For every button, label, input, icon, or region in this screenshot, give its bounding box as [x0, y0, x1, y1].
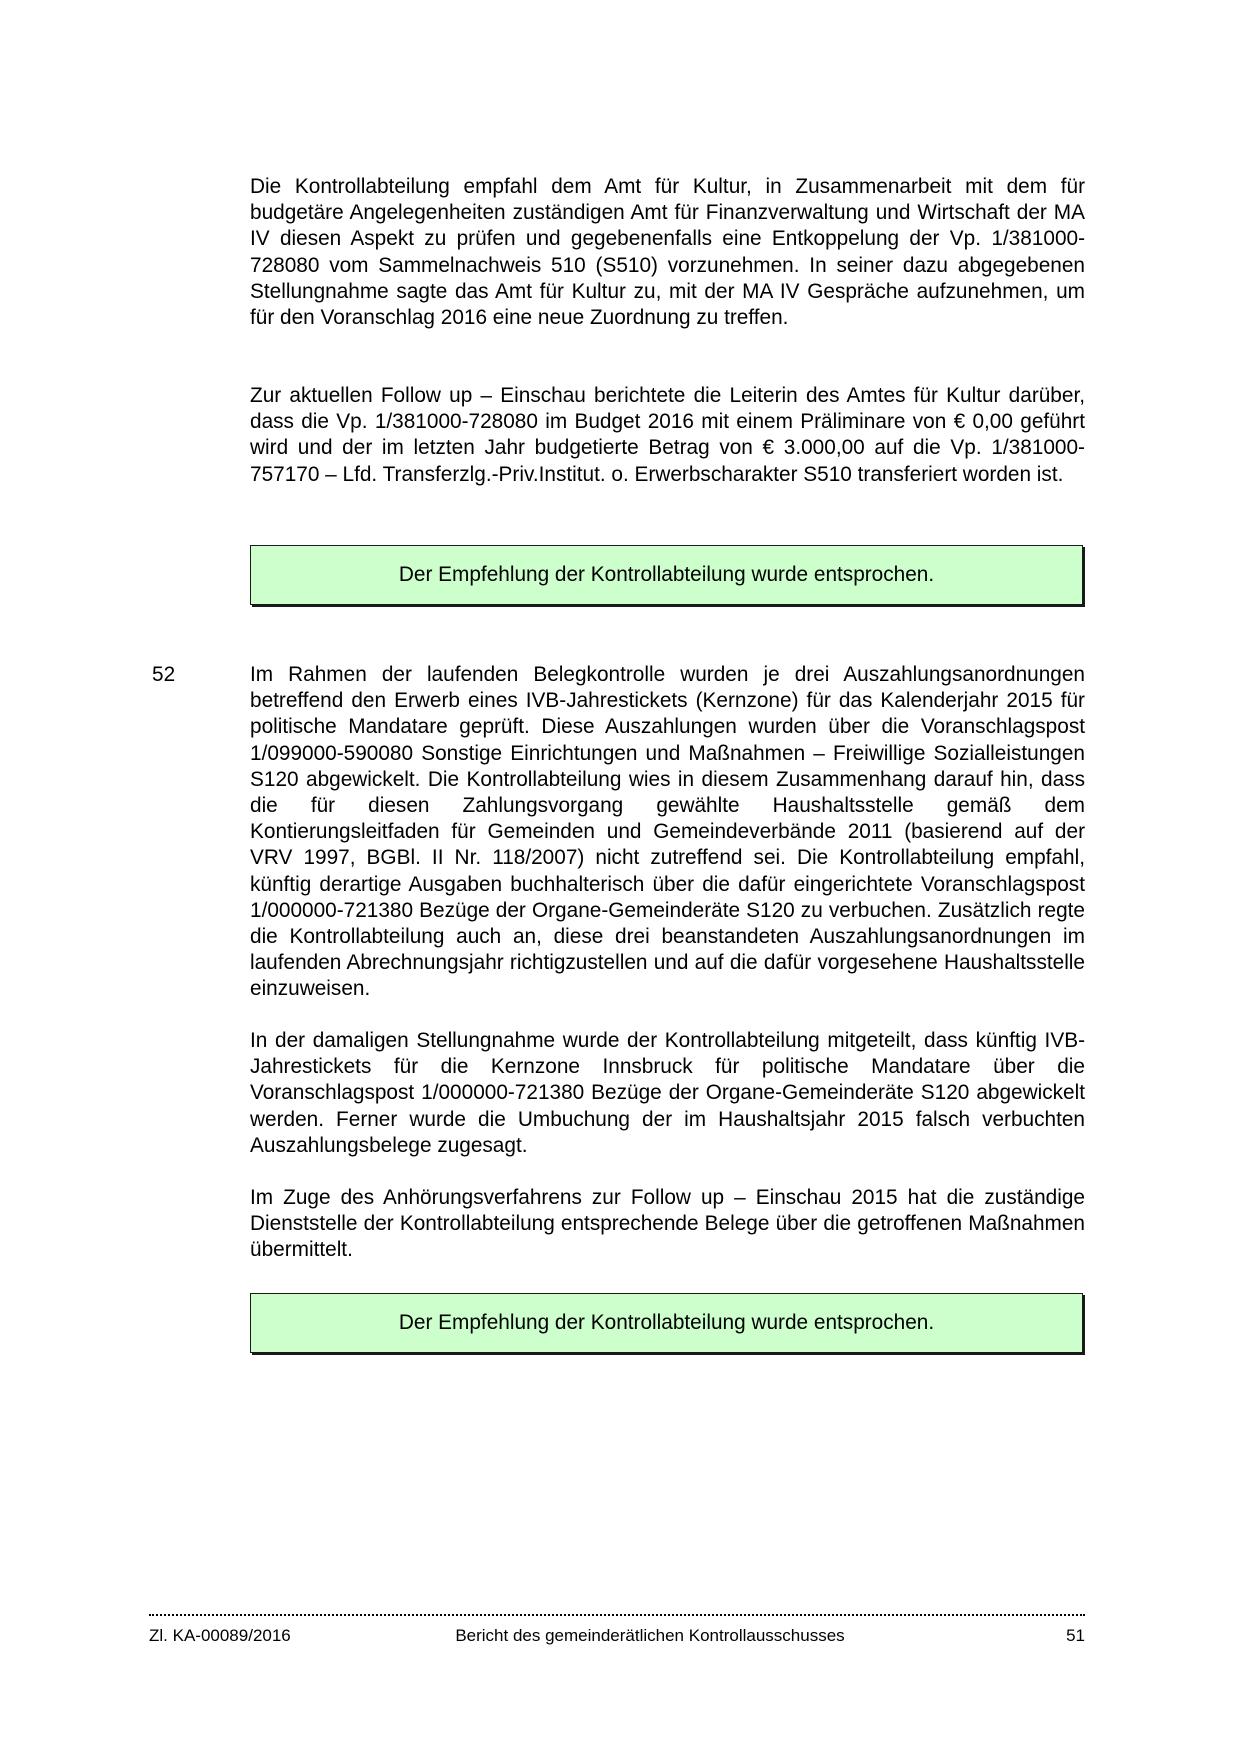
paragraph-anhoerung: Im Zuge des Anhörungsverfahrens zur Follow up – Einschau 2015 hat die zuständige Dienststelle der Kontrollabteilung entsprechende Belege über die getroffenen Maßnahmen übermittelt.: [250, 1186, 1085, 1262]
result-box-1: [250, 545, 1083, 605]
result-box-2: [250, 1293, 1083, 1353]
paragraph-belegkontrolle: Im Rahmen der laufenden Belegkontrolle wurden je drei Auszahlungsanordnungen betreffend den Erwerb eines IVB-Jahrestickets (Kernzone) für das Kalenderjahr 2015 für politische Mandatare geprüft. Diese Auszahlungen wurden über die Voranschlagspost 1/099000-590080 Sonstige Einrichtungen und Maßnahmen – Freiwillige Sozialleistungen S120 abgewickelt. Die Kontrollabteilung wies in diesem Zusammenhang darauf hin, dass die für diesen Zahlungsvorgang gewählte Haushaltsstelle gemäß dem Kontierungsleitfaden für Gemeinden und Gemeindeverbände 2011 (basierend auf der VRV 1997, BGBl. II Nr. 118/2007) nicht zutreffend sei. Die Kontrollabteilung empfahl, künftig derartige Ausgaben buchhalterisch über die dafür eingerichtete Voranschlagspost 1/000000-721380 Bezüge der Organe-Gemeinderäte S120 zu verbuchen. Zusätzlich regte die Kontrollabteilung auch an, diese drei beanstandeten Auszahlungsanordnungen im laufenden Abrechnungsjahr richtigzustellen und auf die dafür vorgesehene Haushaltsstelle einzuweisen.: [250, 663, 1085, 1001]
paragraph-kultur-follow-up: Zur aktuellen Follow up – Einschau berichtete die Leiterin des Amtes für Kultur darüber, dass die Vp. 1/381000-728080 im Budget 2016 mit einem Präliminare von € 0,00 geführt wird und der im letzten Jahr budgetierte Betrag von € 3.000,00 auf die Vp. 1/381000-757170 – Lfd. Transferzlg.-Priv.Institut. o. Erwerbscharakter S510 transferiert worden ist.: [250, 384, 1085, 486]
footer-divider: [149, 1614, 1085, 1616]
footer-reference: Zl. KA-00089/2016: [149, 1626, 291, 1645]
footer-title: Bericht des gemeinderätlichen Kontrollausschusses: [455, 1626, 845, 1645]
page-number: 51: [1066, 1626, 1085, 1645]
paragraph-kultur-recommendation: Die Kontrollabteilung empfahl dem Amt für Kultur, in Zusammenarbeit mit dem für budgetäre Angelegenheiten zuständigen Amt für Finanzverwaltung und Wirtschaft der MA IV diesen Aspekt zu prüfen und gegebenenfalls eine Entkoppelung der Vp. 1/381000-728080 vom Sammelnachweis 510 (S510) vorzunehmen. In seiner dazu abgegebenen Stellungnahme sagte das Amt für Kultur zu, mit der MA IV Gespräche aufzunehmen, um für den Voranschlag 2016 eine neue Zuordnung zu treffen.: [250, 175, 1085, 330]
result-box-1-text: Der Empfehlung der Kontrollabteilung wurde entsprochen.: [398, 563, 935, 586]
item-number: 52: [152, 663, 176, 686]
paragraph-stellungnahme: In der damaligen Stellungnahme wurde der Kontrollabteilung mitgeteilt, dass künftig IVB-Jahrestickets für die Kernzone Innsbruck für politische Mandatare über die Voranschlagspost 1/000000-721380 Bezüge der Organe-Gemeinderäte S120 abgewickelt werden. Ferner wurde die Umbuchung der im Haushaltsjahr 2015 falsch verbuchten Auszahlungsbelege zugesagt.: [250, 1029, 1085, 1157]
result-box-2-text: Der Empfehlung der Kontrollabteilung wurde entsprochen.: [398, 1311, 935, 1334]
